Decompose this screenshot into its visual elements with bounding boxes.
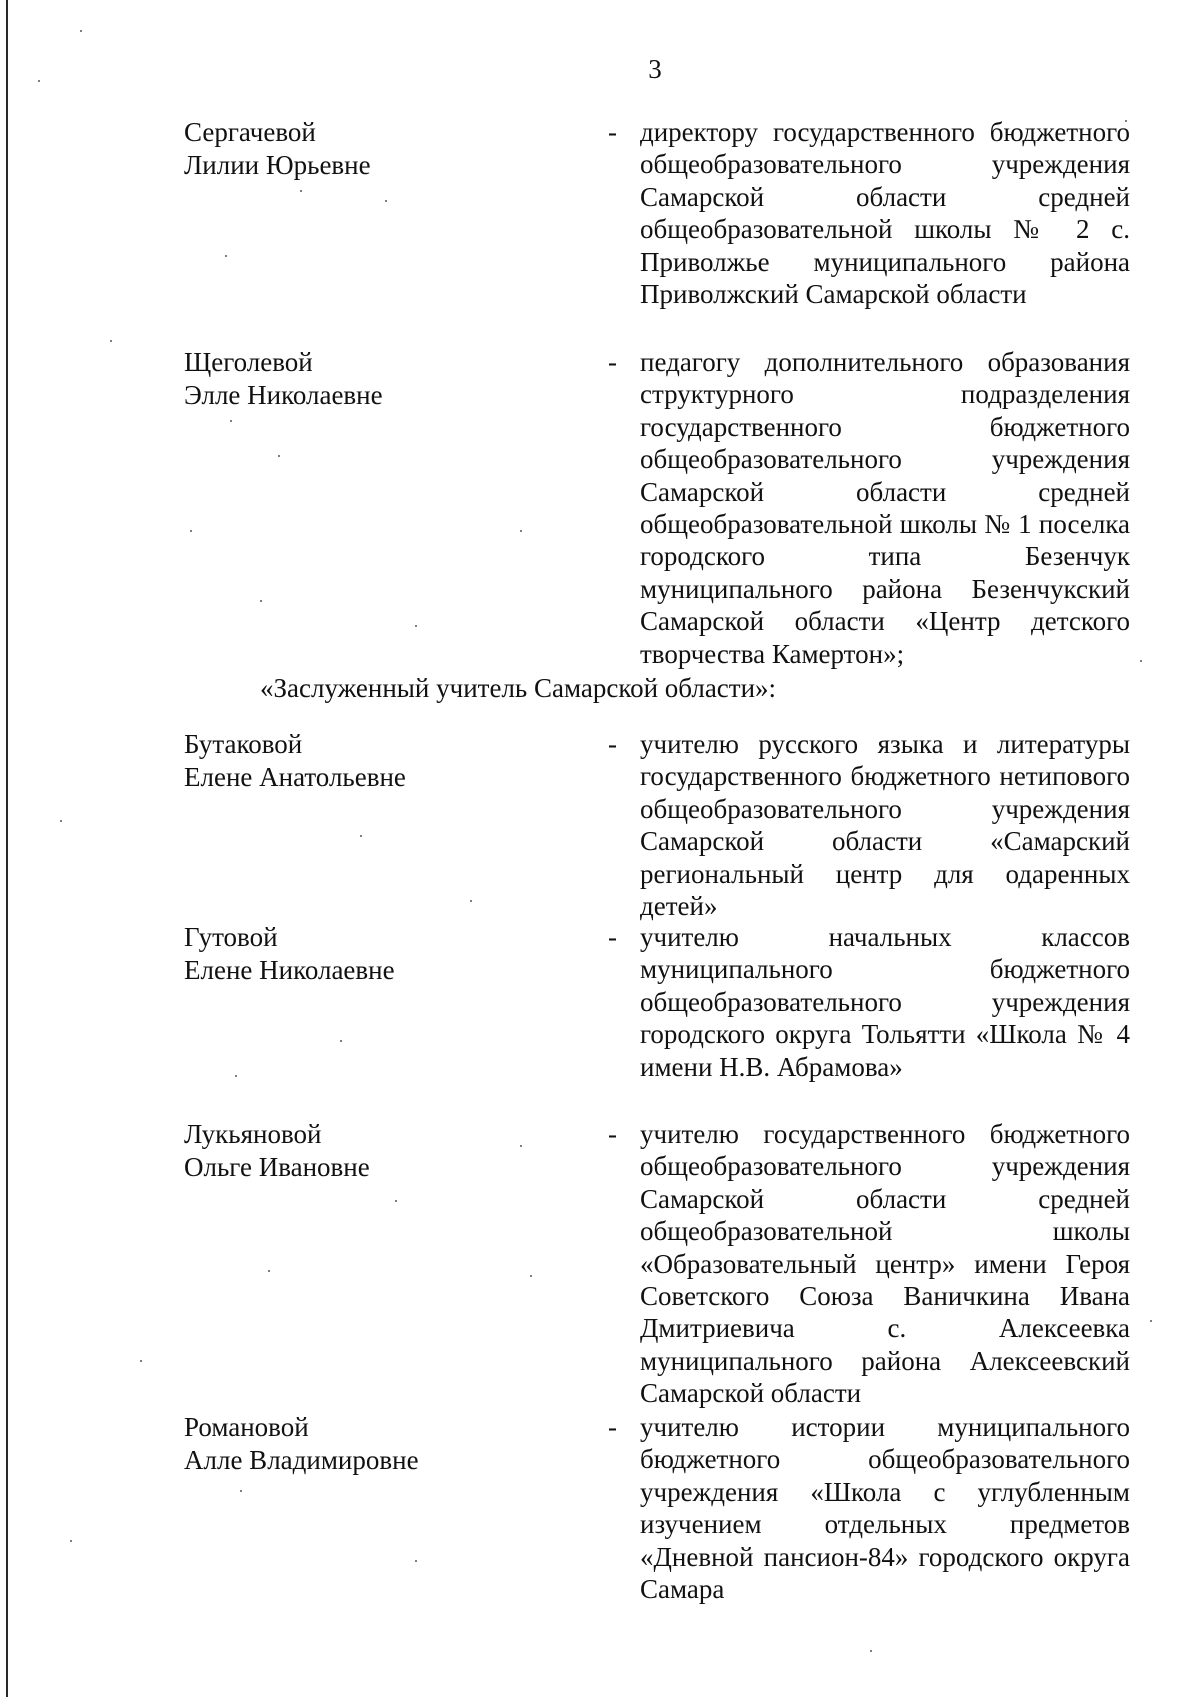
page-number: 3 bbox=[648, 54, 662, 84]
recipient-given-name: Элле Николаевне bbox=[184, 380, 383, 410]
recipient-surname: Бутаковой bbox=[184, 729, 303, 759]
list-dash: - bbox=[608, 117, 617, 147]
scan-edge-line bbox=[6, 0, 8, 1697]
recipient-surname: Лукьяновой bbox=[184, 1119, 322, 1149]
recipient-surname: Щеголевой bbox=[184, 347, 313, 377]
recipient-given-name: Елене Анатольевне bbox=[184, 762, 406, 792]
recipient-surname: Романовой bbox=[184, 1412, 309, 1442]
recipient-given-name: Лилии Юрьевне bbox=[184, 150, 371, 180]
recipient-given-name: Елене Николаевне bbox=[184, 955, 395, 985]
list-dash: - bbox=[608, 1119, 617, 1149]
recipient-position: директору государственного бюджетного общеобразовательного учреждения Самарской области средней общеобразовательной школы № 2 с. Приволжье муниципального района Приволжский Самарской области bbox=[640, 117, 1130, 310]
recipient-position: учителю русского языка и литературы государственного бюджетного нетипового общеобразовательного учреждения Самарской области «Самарский региональный центр для одаренных детей» bbox=[640, 729, 1130, 922]
recipient-position: учителю начальных классов муниципального бюджетного общеобразовательного учреждения городского округа Тольятти «Школа № 4 имени Н.В. Абрамова» bbox=[640, 922, 1130, 1082]
list-dash: - bbox=[608, 729, 617, 759]
award-heading: «Заслуженный учитель Самарской области»: bbox=[260, 673, 777, 703]
recipient-given-name: Ольге Ивановне bbox=[184, 1152, 370, 1182]
recipient-position: учителю истории муниципального бюджетного общеобразовательного учреждения «Школа с углубленным изучением отдельных предметов «Дневной пансион-84» городского округа Самара bbox=[640, 1412, 1130, 1605]
recipient-position: педагогу дополнительного образования структурного подразделения государственного бюджетного общеобразовательного учреждения Самарской области средней общеобразовательной школы № 1 поселка городского типа Безенчук муниципального района Безенчукский Самарской области «Центр детского творчества Камертон»; bbox=[640, 347, 1130, 669]
list-dash: - bbox=[608, 1412, 617, 1442]
recipient-surname: Сергачевой bbox=[184, 117, 316, 147]
list-dash: - bbox=[608, 347, 617, 377]
recipient-position: учителю государственного бюджетного общеобразовательного учреждения Самарской области средней общеобразовательной школы «Образовательный центр» имени Героя Советского Союза Ваничкина Ивана Дмитриевича с. Алексеевка муниципального района Алексеевский Самарской области bbox=[640, 1119, 1130, 1409]
recipient-surname: Гутовой bbox=[184, 922, 278, 952]
recipient-given-name: Алле Владимировне bbox=[184, 1445, 419, 1475]
list-dash: - bbox=[608, 922, 617, 952]
